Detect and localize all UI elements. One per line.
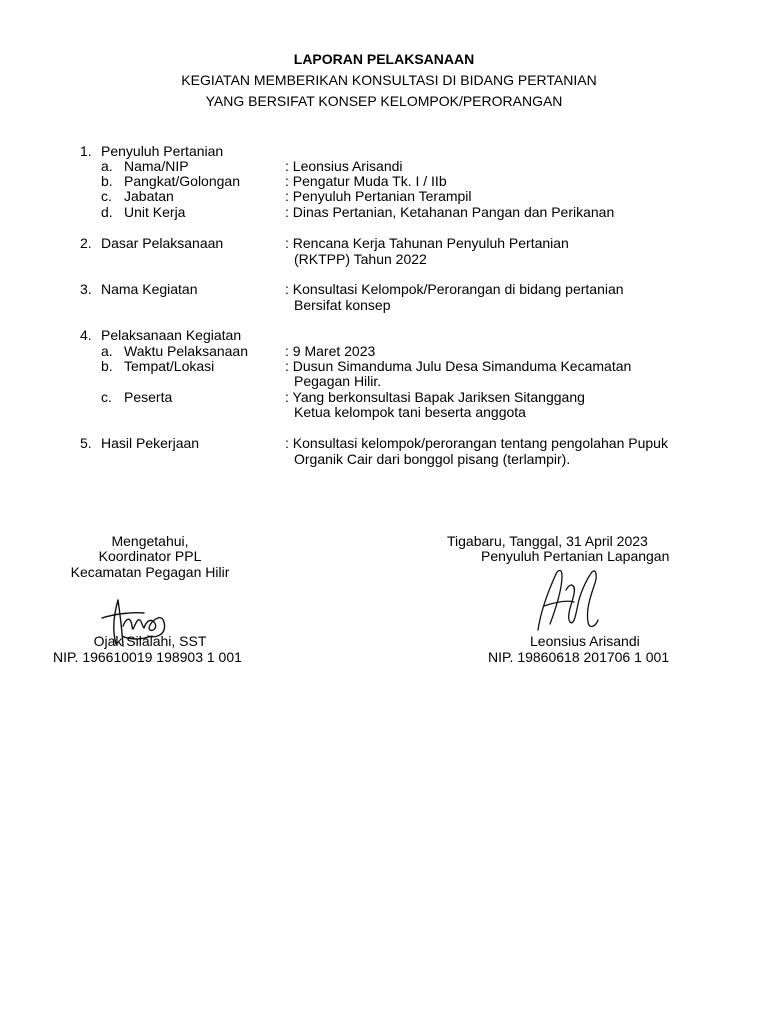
section-2-label: Dasar Pelaksanaan xyxy=(101,235,224,251)
section-3-value-line2: Bersifat konsep xyxy=(294,297,391,313)
section-4b-value-line2: Pegagan Hilir. xyxy=(294,373,382,389)
section-4c-label: Peserta xyxy=(124,389,173,405)
section-4b-label: Tempat/Lokasi xyxy=(124,358,215,374)
section-4c-value-line1: : Yang berkonsultasi Bapak Jariksen Sitanggang xyxy=(285,389,585,405)
section-5-number: 5. xyxy=(80,435,92,451)
section-4-label: Pelaksanaan Kegiatan xyxy=(101,327,242,343)
section-5-label: Hasil Pekerjaan xyxy=(101,435,200,451)
section-2-value-line2: (RKTPP) Tahun 2022 xyxy=(294,251,427,267)
report-title: LAPORAN PELAKSANAAN xyxy=(293,51,475,67)
section-1c-letter: c. xyxy=(101,188,112,204)
section-1-number: 1. xyxy=(80,143,92,159)
section-1a-letter: a. xyxy=(101,158,113,174)
report-subtitle-1: KEGIATAN MEMBERIKAN KONSULTASI DI BIDANG PERTANIAN xyxy=(181,72,597,88)
right-sign-nip: NIP. 19860618 201706 1 001 xyxy=(488,649,670,665)
section-4c-letter: c. xyxy=(101,389,112,405)
section-1b-value: : Pengatur Muda Tk. I / IIb xyxy=(285,173,447,189)
right-signature-icon xyxy=(526,560,606,642)
left-sign-line-3: Kecamatan Pegagan Hilir xyxy=(70,564,230,580)
section-4a-value: : 9 Maret 2023 xyxy=(285,343,376,359)
section-4b-letter: b. xyxy=(101,358,113,374)
section-4b-value-line1: : Dusun Simanduma Julu Desa Simanduma Kecamatan xyxy=(285,358,632,374)
section-2-number: 2. xyxy=(80,235,92,251)
section-3-number: 3. xyxy=(80,281,92,297)
section-1c-value: : Penyuluh Pertanian Terampil xyxy=(285,188,472,204)
section-1d-letter: d. xyxy=(101,204,113,220)
section-5-value-line1: : Konsultasi kelompok/perorangan tentang pengolahan Pupuk xyxy=(285,435,668,451)
section-1a-value: : Leonsius Arisandi xyxy=(285,158,403,174)
section-2-value-line1: : Rencana Kerja Tahunan Penyuluh Pertanian xyxy=(285,235,569,251)
section-4a-letter: a. xyxy=(101,343,113,359)
section-1-label: Penyuluh Pertanian xyxy=(101,143,224,159)
right-sign-date: Tigabaru, Tanggal, 31 April 2023 xyxy=(447,533,648,549)
left-sign-line-2: Koordinator PPL xyxy=(98,548,202,564)
section-3-value-line1: : Konsultasi Kelompok/Perorangan di bidang pertanian xyxy=(285,281,624,297)
section-1b-letter: b. xyxy=(101,173,113,189)
right-sign-name: Leonsius Arisandi xyxy=(530,633,640,649)
left-sign-nip: NIP. 196610019 198903 1 001 xyxy=(53,649,242,665)
report-subtitle-2: YANG BERSIFAT KONSEP KELOMPOK/PERORANGAN xyxy=(205,93,563,109)
section-1c-label: Jabatan xyxy=(124,188,174,204)
section-3-label: Nama Kegiatan xyxy=(101,281,198,297)
left-sign-name: Ojak Silalahi, SST xyxy=(93,633,207,649)
section-4a-label: Waktu Pelaksanaan xyxy=(124,343,248,359)
section-1d-value: : Dinas Pertanian, Ketahanan Pangan dan Perikanan xyxy=(285,204,615,220)
section-1d-label: Unit Kerja xyxy=(124,204,186,220)
section-4c-value-line2: Ketua kelompok tani beserta anggota xyxy=(294,404,526,420)
section-1b-label: Pangkat/Golongan xyxy=(124,173,240,189)
section-5-value-line2: Organik Cair dari bonggol pisang (terlampir). xyxy=(294,451,571,467)
section-4-number: 4. xyxy=(80,327,92,343)
right-sign-title: Penyuluh Pertanian Lapangan xyxy=(481,548,670,564)
left-sign-line-1: Mengetahui, xyxy=(111,533,189,549)
section-1a-label: Nama/NIP xyxy=(124,158,189,174)
